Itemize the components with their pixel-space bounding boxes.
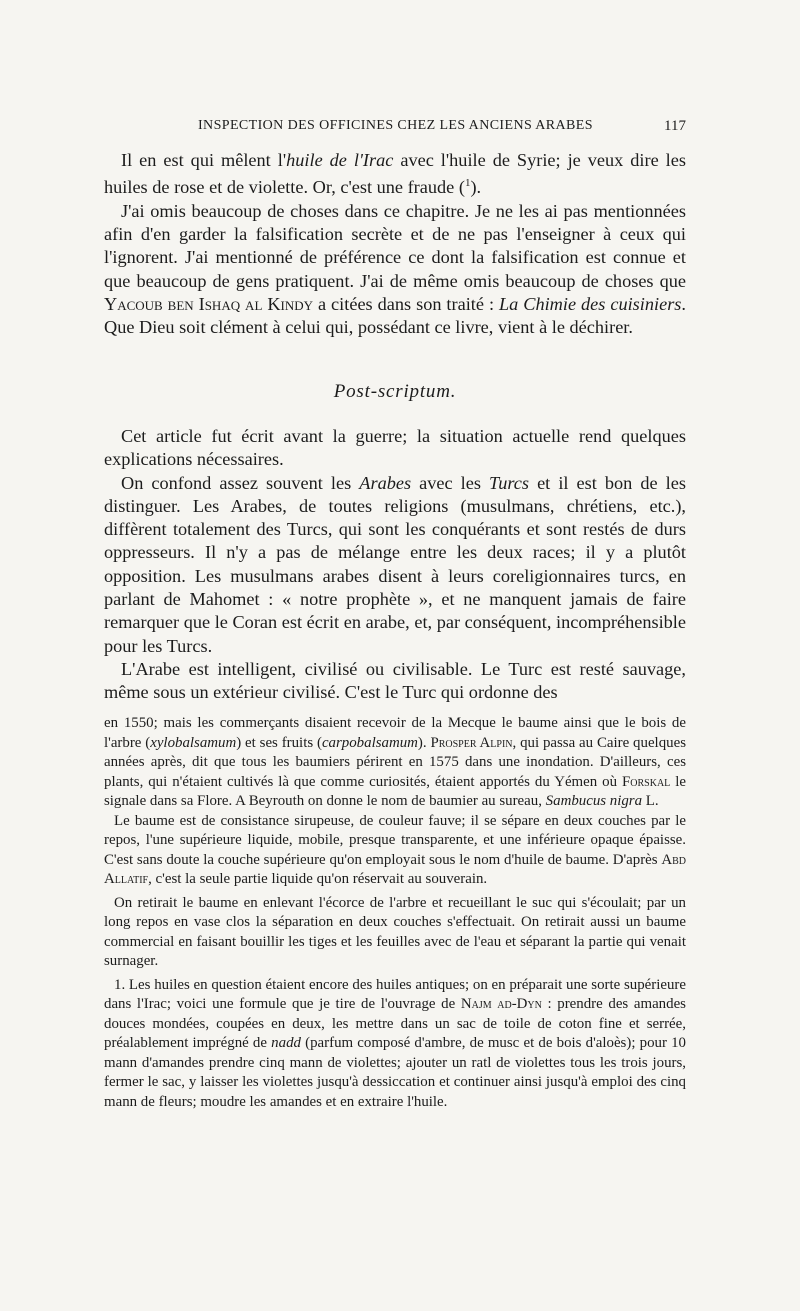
page-number: 117 <box>664 118 686 134</box>
footnote-ref[interactable]: 1 <box>464 177 471 190</box>
paragraph-irac-oil: Il en est qui mêlent l'huile de l'Irac avec l'huile de Syrie; je veux dire les huiles de rose et de violette. Or, c'est une fraude ($^1$). <box>104 150 686 198</box>
footnote-baume-extraction: On retirait le baume en enlevant l'écorce de l'arbre et recueillant le suc qui s'écoulait; par un long repos en vase clos la séparation en deux couches s'effectuait. On retirait aussi un baume commercial en faisant bouillir les tiges et les feuilles avec de l'eau et séparant la partie qui venait surnager. <box>104 894 686 969</box>
footnote-continued: en 1550; mais les commerçants disaient recevoir de la Mecque le baume ainsi que le bois de l'arbre (xylobalsamum) et ses fruits (carpobalsamum). Prosper Alpin, qui passa au Caire quelques années après, dit que tous les baumiers périrent en 1575 dans une inondation. D'ailleurs, ces plants, qui n'étaient cultivés là que comme curiosités, étaient apportés du Yémen où Forskal le signale dans sa Flore. A Beyrouth on donne le nom de baumier au sureau, Sambucus nigra L. <box>104 715 686 809</box>
book-title: La Chimie des cuisiniers <box>498 293 682 314</box>
running-title: INSPECTION DES OFFICINES CHEZ LES ANCIENS ARABES <box>198 118 593 133</box>
paragraph-war-note: Cet article fut écrit avant la guerre; la situation actuelle rend quelques explications nécessaires. <box>104 426 686 470</box>
paragraph-arabs-turks: On confond assez souvent les Arabes avec les Turcs et il est bon de les distinguer. Les Arabes, de toutes religions (musulmans, chrétiens, etc.), diffèrent totalement des Turcs, qui sont les conquérants et sont restés de durs oppresseurs. Il n'y a pas de mélange entre les deux races; il y a plutôt opposition. Les musulmans arabes disent à leurs coreligionnaires turcs, en parlant de Mahomet : « notre prophète », et ne manquent jamais de faire remarquer que le Coran est écrit en arabe, et, par conséquent, incompréhensible pour les Turcs. <box>104 472 686 656</box>
section-heading: Post-scriptum. <box>333 381 457 402</box>
paragraph-civilised: L'Arabe est intelligent, civilisé ou civilisable. Le Turc est resté sauvage, même sous un extérieur civilisé. C'est le Turc qui ordonne des <box>104 658 686 703</box>
main-text-top <box>104 149 686 339</box>
main-text-bottom <box>104 425 686 705</box>
author-name: Yacoub ben Ishaq al Kindy <box>104 293 314 314</box>
footnote-number: 1. <box>114 976 126 993</box>
footnote-1: 1. Les huiles en question étaient encore des huiles antiques; on en préparait une sorte supérieure dans l'Irac; voici une formule que je tire de l'ouvrage de Najm ad-Dyn : prendre des amandes douces mondées, coupées en deux, les mettre dans un sac de toile de coton fine et serrée, préalablement imprégné de nadd (parfum composé d'ambre, de musc et de bois d'aloès); pour 10 mann d'amandes prendre cinq mann de violettes; ajouter un ratl de violettes tous les trois jours, fermer le sac, y laisser les violettes jusqu'à dessiccation et continuer ainsi jusqu'à emploi des cinq mann de fleurs; moudre les amandes et en extraire l'huile. <box>104 976 686 1110</box>
paragraph-omissions: J'ai omis beaucoup de choses dans ce chapitre. Je ne les ai pas mentionnées afin d'en garder la falsification secrète et de ne pas l'enseigner à ceux qui l'ignorent. J'ai mentionné de préférence ce dont la falsification est connue et que beaucoup de gens pratiquent. J'ai de même omis beaucoup de choses que Yacoub ben Ishaq al Kindy a citées dans son traité : La Chimie des cuisiniers. Que Dieu soit clément à celui qui, possédant ce livre, vient à le déchirer. <box>104 200 686 338</box>
footnotes <box>104 714 686 1112</box>
running-header <box>104 118 686 140</box>
footnote-baume-consistency: Le baume est de consistance sirupeuse, de couleur fauve; il se sépare en deux couches par le repos, l'une supérieure liquide, mobile, presque transparente, et une inférieure opaque épaisse. C'est sans doute la couche supérieure qu'on employait sous le nom d'huile de baume. D'après Abd Allatif, c'est la seule partie liquide qu'on réservait au souverain. <box>104 812 686 887</box>
